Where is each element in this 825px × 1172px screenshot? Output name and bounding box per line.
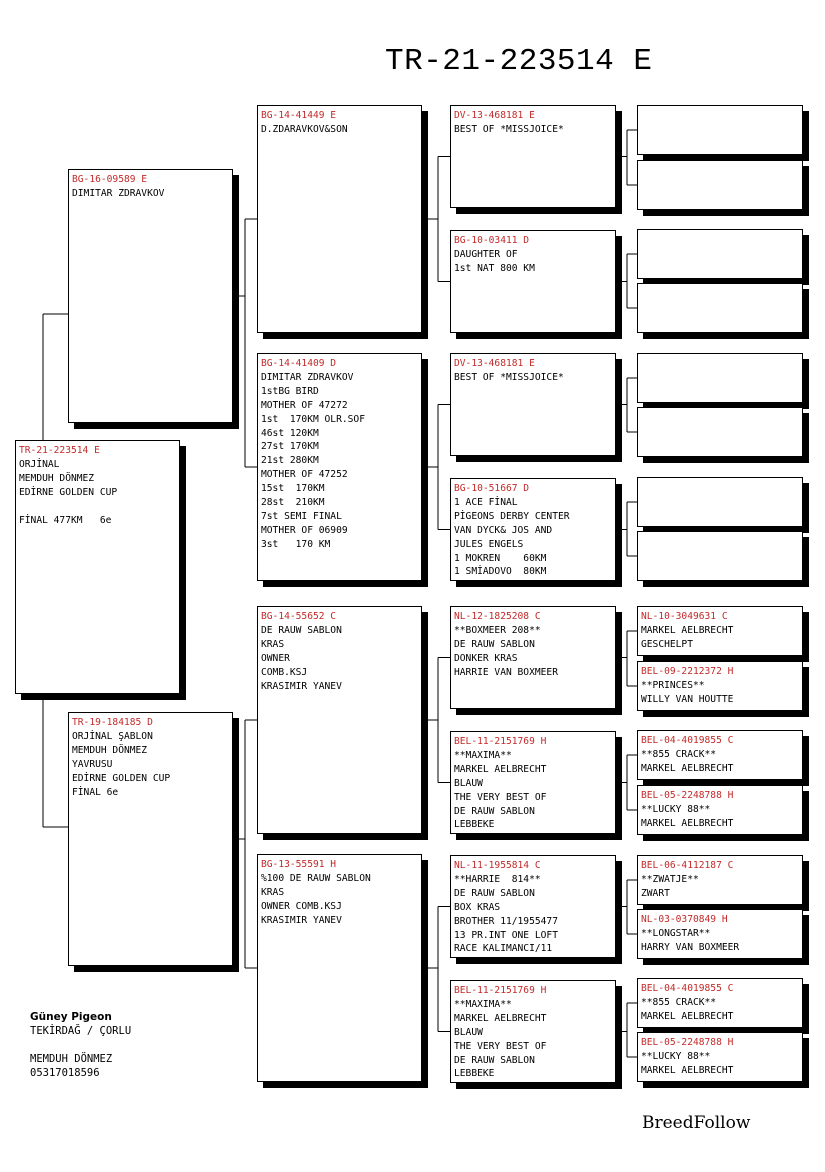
ring-number: BEL-05-2248788 H xyxy=(641,790,734,801)
pedigree-line: THE VERY BEST OF xyxy=(454,791,547,803)
ring-number: BG-14-41409 D xyxy=(261,358,337,369)
subject-box xyxy=(15,440,180,694)
pedigree-line: DIMITAR ZDRAVKOV xyxy=(72,187,165,199)
ring-number: TR-19-184185 D xyxy=(72,717,153,728)
brand-logo: BreedFollow xyxy=(642,1113,751,1133)
pedigree-line: 1st 170KM OLR.SOF xyxy=(261,413,365,425)
pedigree-line: OWNER xyxy=(261,652,290,664)
ring-number: BEL-06-4112187 C xyxy=(641,860,734,871)
pedigree-line: **HARRIE 814** xyxy=(454,873,541,885)
pedigree-line: **LUCKY 88** xyxy=(641,803,711,815)
pedigree-line: 7st SEMI FINAL xyxy=(261,510,342,522)
great-grandparent-box xyxy=(450,353,616,456)
pedigree-line: BOX KRAS xyxy=(454,901,501,913)
ring-number: BEL-04-4019855 C xyxy=(641,983,734,994)
pedigree-line: **LONGSTAR** xyxy=(641,927,711,939)
ring-number: NL-03-0370849 H xyxy=(641,914,728,925)
pedigree-line: COMB.KSJ xyxy=(261,666,308,678)
pedigree-line: 1 ACE FİNAL xyxy=(454,496,518,508)
pedigree-line: **855 CRACK** xyxy=(641,748,717,760)
gen5-box xyxy=(637,531,803,581)
pedigree-line: HARRY VAN BOXMEER xyxy=(641,941,740,953)
pedigree-line: MARKEL AELBRECHT xyxy=(454,763,547,775)
ring-number: BEL-11-2151769 H xyxy=(454,985,547,996)
pedigree-line: ZWART xyxy=(641,887,670,899)
pedigree-line: BLAUW xyxy=(454,1026,483,1038)
pedigree-line: 28st 210KM xyxy=(261,497,325,509)
pedigree-line: MARKEL AELBRECHT xyxy=(641,762,734,774)
ring-number: BG-13-55591 H xyxy=(261,859,337,870)
breeder-info xyxy=(30,1010,250,1080)
great-grandparent-box xyxy=(450,606,616,709)
gen5-box xyxy=(637,978,803,1028)
pedigree-line: 27st 170KM xyxy=(261,441,319,453)
pedigree-line: BLAUW xyxy=(454,777,483,789)
pedigree-line: FİNAL 477KM 6e xyxy=(19,514,112,526)
great-grandparent-box xyxy=(450,230,616,333)
grandparent-box xyxy=(257,606,422,834)
grandparent-box xyxy=(257,854,422,1082)
pedigree-line: MOTHER OF 47272 xyxy=(261,399,348,411)
gen5-box xyxy=(637,353,803,403)
pedigree-line: **BOXMEER 208** xyxy=(454,624,541,636)
pedigree-line: **LUCKY 88** xyxy=(641,1050,711,1062)
pedigree-line: DIMITAR ZDRAVKOV xyxy=(261,371,354,383)
ring-number: NL-11-1955814 C xyxy=(454,860,541,871)
gen5-box xyxy=(637,909,803,959)
pedigree-line: VAN DYCK& JOS AND xyxy=(454,524,553,536)
pedigree-line: KRASIMIR YANEV xyxy=(261,680,342,692)
sire-box xyxy=(68,169,233,423)
gen5-box xyxy=(637,606,803,656)
pedigree-line: 1 SMİADOVO 80KM xyxy=(454,566,547,578)
pedigree-line: **ZWATJE** xyxy=(641,873,699,885)
gen5-box xyxy=(637,105,803,155)
grandparent-box xyxy=(257,353,422,581)
ring-number: TR-21-223514 E xyxy=(19,445,100,456)
pedigree-title: TR-21-223514 E xyxy=(385,44,653,79)
ring-number: BG-10-03411 D xyxy=(454,235,530,246)
pedigree-line: DAUGHTER OF xyxy=(454,248,518,260)
great-grandparent-box xyxy=(450,855,616,958)
pedigree-line: DONKER KRAS xyxy=(454,652,518,664)
ring-number: NL-10-3049631 C xyxy=(641,611,728,622)
pedigree-line: **PRINCES** xyxy=(641,679,705,691)
owner-name: MEMDUH DÖNMEZ xyxy=(30,1053,113,1065)
great-grandparent-box xyxy=(450,731,616,834)
gen5-box xyxy=(637,229,803,279)
pedigree-line: MOTHER OF 06909 xyxy=(261,524,348,536)
pedigree-line: MARKEL AELBRECHT xyxy=(641,817,734,829)
gen5-box xyxy=(637,407,803,457)
pedigree-line: EDİRNE GOLDEN CUP xyxy=(72,772,171,784)
pedigree-line: DE RAUW SABLON xyxy=(454,638,535,650)
pedigree-line: ORJİNAL xyxy=(19,458,60,470)
pedigree-line: **855 CRACK** xyxy=(641,996,717,1008)
pedigree-line: DE RAUW SABLON xyxy=(454,1054,535,1066)
ring-number: BEL-11-2151769 H xyxy=(454,736,547,747)
ring-number: BEL-04-4019855 C xyxy=(641,735,734,746)
pedigree-line: 1 MOKREN 60KM xyxy=(454,552,547,564)
gen5-box xyxy=(637,785,803,835)
owner-phone: 05317018596 xyxy=(30,1067,100,1079)
pedigree-line: BEST OF *MISSJOICE* xyxy=(454,371,564,383)
pedigree-line: 15st 170KM xyxy=(261,483,325,495)
ring-number: BG-16-09589 E xyxy=(72,174,148,185)
gen5-box xyxy=(637,160,803,210)
pedigree-line: DE RAUW SABLON xyxy=(261,624,342,636)
pedigree-line: %100 DE RAUW SABLON xyxy=(261,872,371,884)
pedigree-line: DE RAUW SABLON xyxy=(454,805,535,817)
pedigree-line: 1stBG BIRD xyxy=(261,385,319,397)
gen5-box xyxy=(637,661,803,711)
pedigree-line: THE VERY BEST OF xyxy=(454,1040,547,1052)
ring-number: BG-14-55652 C xyxy=(261,611,337,622)
pedigree-line: WILLY VAN HOUTTE xyxy=(641,693,734,705)
gen5-box xyxy=(637,283,803,333)
pedigree-line: **MAXIMA** xyxy=(454,749,512,761)
pedigree-line: MARKEL AELBRECHT xyxy=(641,1010,734,1022)
ring-number: NL-12-1825208 C xyxy=(454,611,541,622)
pedigree-line: MARKEL AELBRECHT xyxy=(454,1012,547,1024)
ring-number: BG-14-41449 E xyxy=(261,110,337,121)
pedigree-line: YAVRUSU xyxy=(72,758,113,770)
pedigree-line: LEBBEKE xyxy=(454,1068,495,1080)
pedigree-line: EDİRNE GOLDEN CUP xyxy=(19,486,118,498)
pedigree-line: D.ZDARAVKOV&SON xyxy=(261,123,348,135)
great-grandparent-box xyxy=(450,980,616,1083)
pedigree-line: BEST OF *MISSJOICE* xyxy=(454,123,564,135)
gen5-box xyxy=(637,477,803,527)
gen5-box xyxy=(637,1032,803,1082)
pedigree-line: 46st 120KM xyxy=(261,427,319,439)
ring-number: DV-13-468181 E xyxy=(454,110,535,121)
pedigree-line: MARKEL AELBRECHT xyxy=(641,1064,734,1076)
pedigree-line: LEBBEKE xyxy=(454,819,495,831)
great-grandparent-box xyxy=(450,105,616,208)
loft-name: Güney Pigeon xyxy=(30,1011,112,1023)
pedigree-line: FİNAL 6e xyxy=(72,786,119,798)
pedigree-line: 3st 170 KM xyxy=(261,538,331,550)
pedigree-line: MOTHER OF 47252 xyxy=(261,469,348,481)
grandparent-box xyxy=(257,105,422,333)
loft-location: TEKİRDAĞ / ÇORLU xyxy=(30,1025,132,1037)
pedigree-line: RACE KALIMANCI/11 xyxy=(454,943,553,955)
gen5-box xyxy=(637,730,803,780)
ring-number: BEL-09-2212372 H xyxy=(641,666,734,677)
pedigree-line: MEMDUH DÖNMEZ xyxy=(72,744,148,756)
pedigree-line: 1st NAT 800 KM xyxy=(454,262,535,274)
pedigree-line: BROTHER 11/1955477 xyxy=(454,915,558,927)
pedigree-line: MARKEL AELBRECHT xyxy=(641,624,734,636)
gen5-box xyxy=(637,855,803,905)
spacer xyxy=(30,1038,250,1052)
great-grandparent-box xyxy=(450,478,616,581)
pedigree-line: KRAS xyxy=(261,638,285,650)
pedigree-line: **MAXIMA** xyxy=(454,998,512,1010)
pedigree-line: PİGEONS DERBY CENTER xyxy=(454,510,570,522)
pedigree-line: HARRIE VAN BOXMEER xyxy=(454,666,558,678)
pedigree-line: KRASIMIR YANEV xyxy=(261,914,342,926)
pedigree-line: MEMDUH DÖNMEZ xyxy=(19,472,95,484)
pedigree-line: OWNER COMB.KSJ xyxy=(261,900,342,912)
ring-number: BG-10-51667 D xyxy=(454,483,530,494)
pedigree-line: JULES ENGELS xyxy=(454,538,524,550)
ring-number: DV-13-468181 E xyxy=(454,358,535,369)
pedigree-line: ORJİNAL ŞABLON xyxy=(72,730,153,742)
pedigree-line: DE RAUW SABLON xyxy=(454,887,535,899)
ring-number: BEL-05-2248788 H xyxy=(641,1037,734,1048)
pedigree-line: GESCHELPT xyxy=(641,638,693,650)
pedigree-line: 21st 280KM xyxy=(261,455,319,467)
dam-box xyxy=(68,712,233,966)
pedigree-line xyxy=(19,500,176,514)
pedigree-line: KRAS xyxy=(261,886,285,898)
pedigree-line: 13 PR.INT ONE LOFT xyxy=(454,929,558,941)
